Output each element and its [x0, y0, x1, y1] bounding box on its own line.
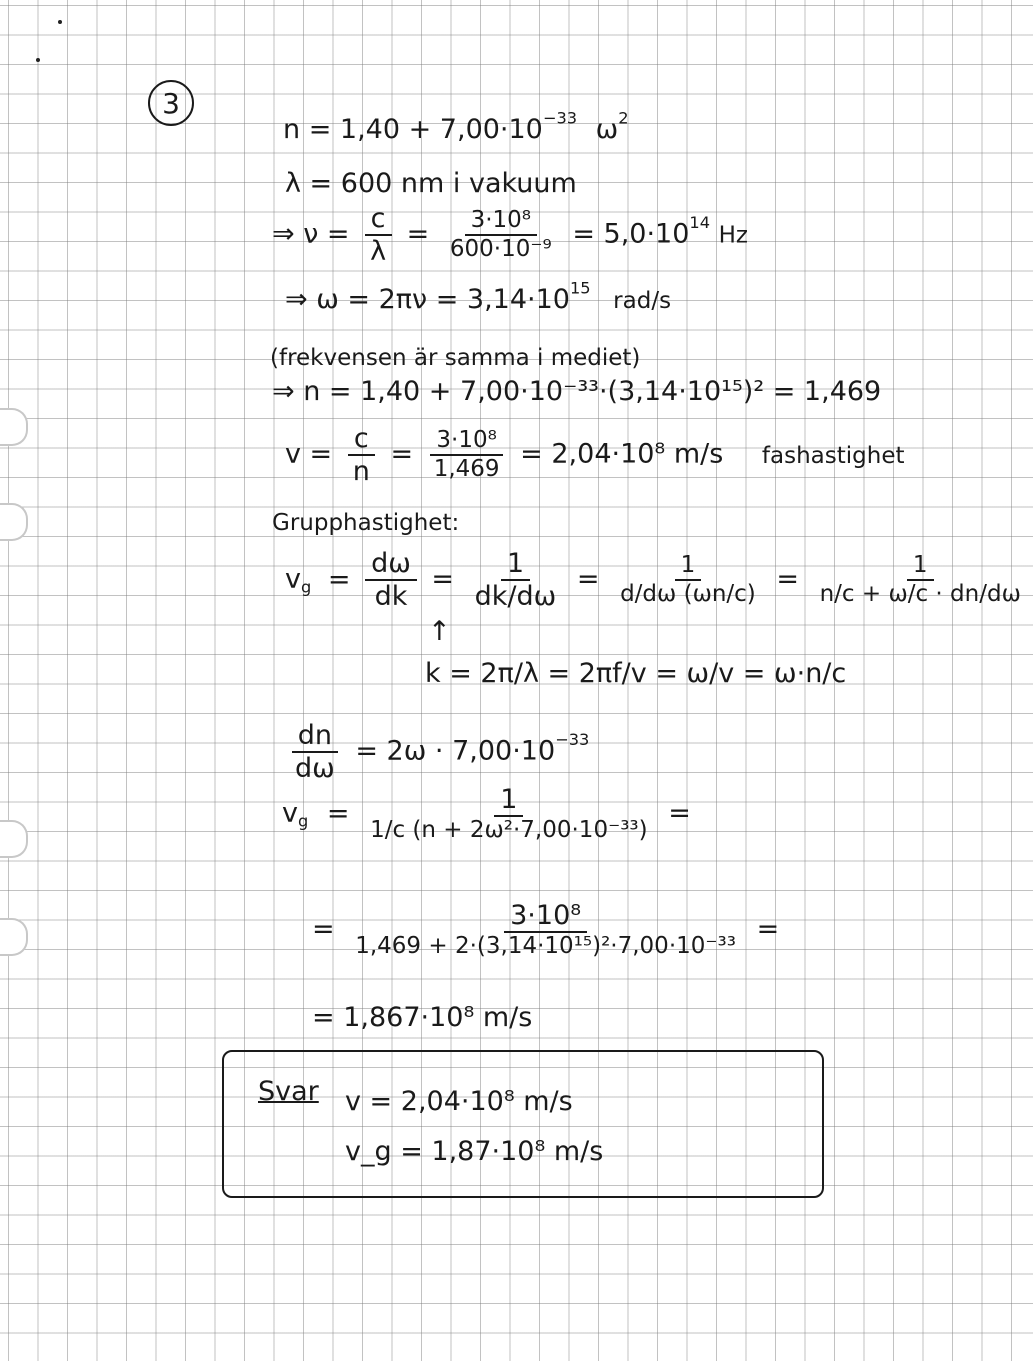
fraction-numerator: 1: [675, 554, 702, 581]
fraction-inverse-dk: [469, 550, 563, 610]
fraction-expanded: [814, 554, 1027, 606]
equals-sign: =: [390, 438, 414, 470]
fraction-denominator: λ: [370, 236, 387, 267]
wavenumber-line: k = 2π/λ = 2πf/v = ω/v = ω·n/c: [425, 658, 847, 689]
angular-frequency-line: [285, 278, 672, 315]
phase-velocity-label: fashastighet: [761, 442, 905, 469]
equals-sign: =: [312, 913, 335, 945]
fraction-numerator: 3·10⁸: [465, 209, 537, 236]
vg2-sub: g: [297, 811, 309, 831]
nu-result: = 5,0·10: [572, 218, 690, 250]
omega-exp: 15: [569, 278, 591, 298]
answer-group-velocity: v_g = 1,87·10⁸ m/s: [345, 1136, 604, 1167]
omega-line: ⇒ ω = 2πν = 3,14·10: [285, 284, 570, 315]
ink-dot: [58, 20, 62, 24]
dn-rhs: = 2ω · 7,00·10: [355, 735, 556, 767]
fraction-denominator: dk/dω: [474, 581, 557, 612]
fraction-denominator: dω: [295, 753, 335, 784]
fraction-denominator: dk: [374, 581, 408, 612]
v-prefix: v =: [285, 438, 333, 470]
equals-sign: =: [576, 563, 600, 595]
fraction-numerator: 1: [907, 554, 934, 581]
equals-sign: =: [776, 563, 799, 595]
fraction-denominator: n: [352, 456, 370, 487]
punch-hole: [0, 503, 28, 541]
fraction-numerator: c: [348, 425, 375, 456]
fraction-numerator: 3·10⁸: [430, 429, 502, 456]
n-def-exp: −33: [542, 108, 578, 128]
group-velocity-formula: [282, 786, 691, 842]
equals-sign: =: [756, 913, 780, 945]
equals-sign: =: [327, 563, 351, 595]
up-arrow: ↑: [428, 616, 451, 647]
group-velocity-result: = 1,867·10⁸ m/s: [312, 1002, 533, 1033]
fraction-domega-dk: [365, 550, 417, 610]
v-result: = 2,04·10⁸ m/s: [520, 438, 724, 470]
fraction-numerator: 1: [501, 550, 530, 581]
nu-result-exp: 14: [689, 212, 711, 232]
omega-unit: rad/s: [613, 288, 672, 314]
fraction-group-velocity: [364, 786, 654, 842]
fraction-denominator: n/c + ω/c · dn/dω: [819, 581, 1021, 607]
n-def-lhs: n = 1,40 + 7,00·10: [283, 114, 543, 145]
group-velocity-derivation: [285, 550, 1033, 610]
group-velocity-heading: Grupphastighet:: [272, 510, 460, 536]
fraction-c-over-lambda: [364, 205, 392, 265]
fraction-numerator: dω: [365, 550, 417, 581]
n-def-omega: ω: [595, 114, 619, 145]
fraction-derivative: [614, 554, 762, 606]
punch-hole: [0, 820, 28, 858]
wavelength-line: λ = 600 nm i vakuum: [285, 168, 577, 199]
refractive-index-calculation: ⇒ n = 1,40 + 7,00·10⁻³³·(3,14·10¹⁵)² = 1,469: [272, 376, 882, 407]
punch-hole: [0, 408, 28, 446]
frequency-note: (frekvensen är samma i mediet): [270, 345, 641, 371]
group-velocity-substitution: [312, 902, 779, 958]
frequency-line: [272, 205, 748, 265]
phase-velocity-line: [285, 425, 905, 485]
equals-sign: =: [406, 218, 430, 250]
answer-label: Svar: [258, 1076, 319, 1107]
fraction-numeric-group-velocity: [349, 902, 742, 958]
fraction-denominator: 1,469 + 2·(3,14·10¹⁵)²·7,00·10⁻³³: [355, 933, 736, 959]
punch-hole: [0, 918, 28, 956]
dispersion-derivative-line: [283, 722, 589, 782]
vg-sub: g: [300, 577, 312, 597]
equals-sign: =: [668, 797, 691, 829]
n-def-omega-exp: 2: [618, 108, 629, 128]
fraction-numerator: c: [365, 205, 392, 236]
refractive-index-definition: [283, 108, 629, 145]
fraction-denominator: 1/c (n + 2ω²·7,00·10⁻³³): [370, 817, 648, 843]
vg-prefix: v: [285, 563, 301, 595]
fraction-numerator: dn: [292, 722, 338, 753]
nu-unit: Hz: [718, 222, 748, 249]
fraction-numerator: 1: [494, 786, 523, 817]
dn-rhs-exp: −33: [555, 729, 590, 749]
answer-box: [222, 1050, 824, 1198]
fraction-denominator: 1,469: [433, 456, 500, 482]
fraction-numeric: [444, 209, 558, 261]
fraction-dn-domega: [289, 722, 341, 782]
nu-prefix: ⇒ ν =: [272, 218, 350, 250]
equals-sign: =: [431, 563, 455, 595]
answer-phase-velocity: v = 2,04·10⁸ m/s: [345, 1086, 573, 1117]
fraction-numerator: 3·10⁸: [504, 902, 587, 933]
equals-sign: =: [326, 797, 350, 829]
fraction-numeric: [428, 429, 506, 481]
vg2-prefix: v: [282, 797, 298, 829]
problem-number: 3: [148, 80, 194, 126]
fraction-denominator: d/dω (ωn/c): [620, 581, 756, 607]
fraction-c-over-n: [347, 425, 376, 485]
ink-dot: [36, 58, 40, 62]
fraction-denominator: 600·10⁻⁹: [449, 236, 552, 262]
